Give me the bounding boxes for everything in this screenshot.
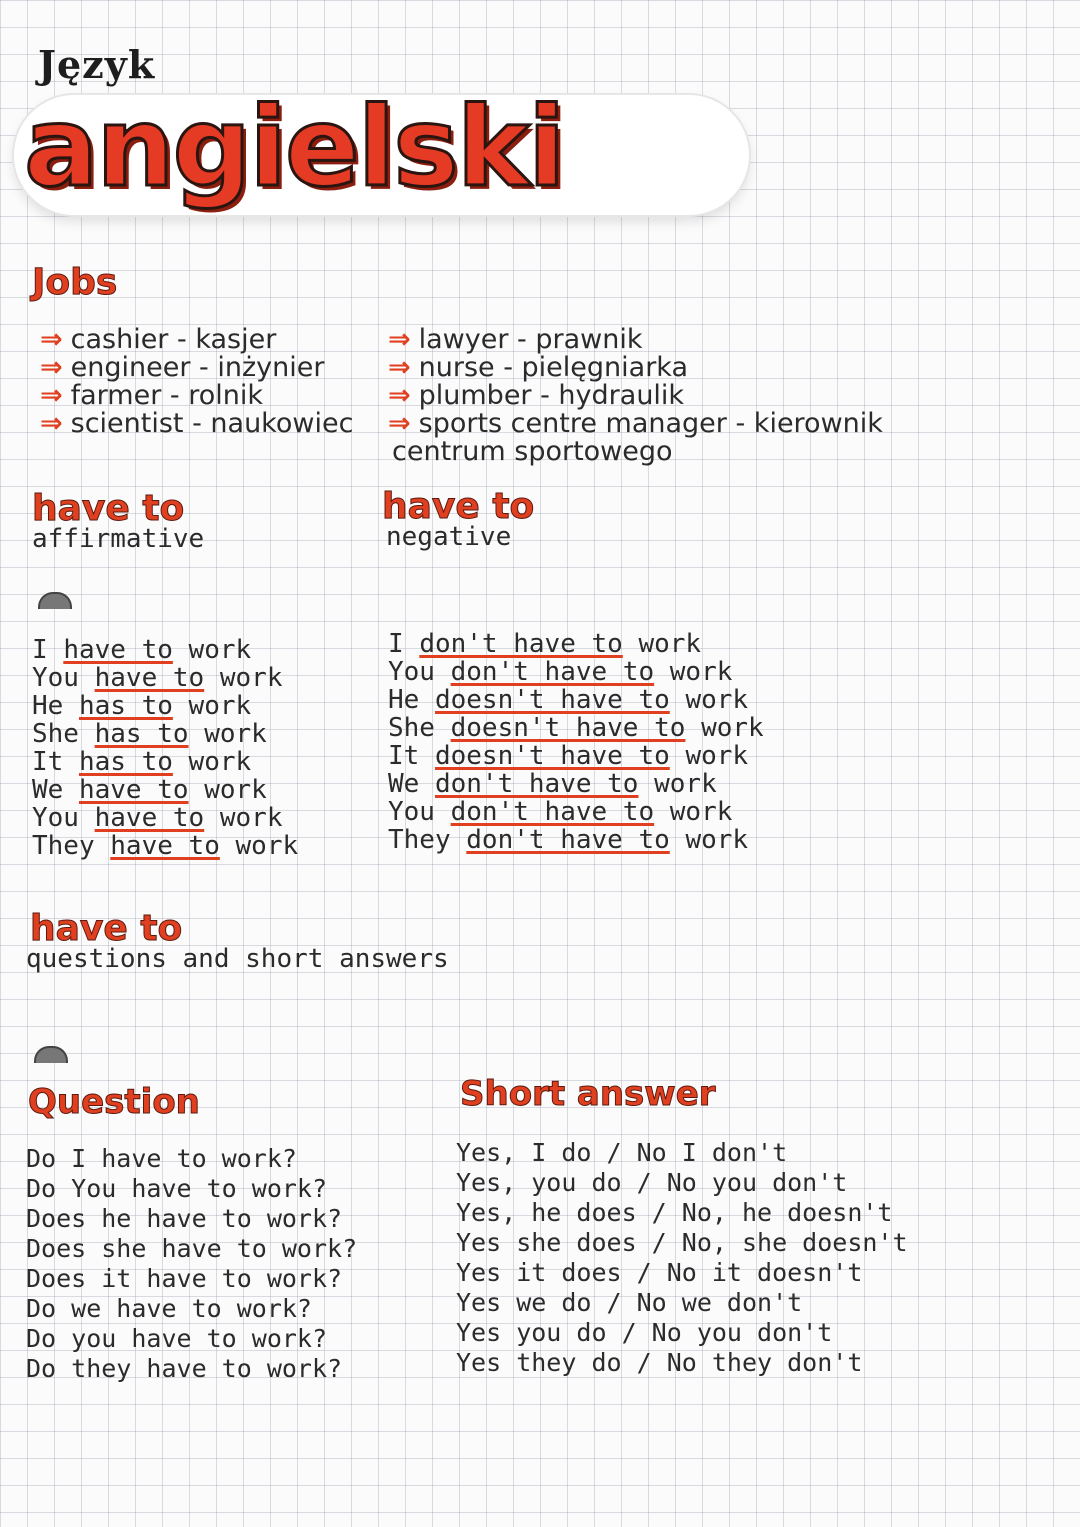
question-list [26, 1144, 357, 1384]
verb-text: work [701, 713, 764, 743]
bullet-icon [34, 1046, 68, 1063]
verb-phrase: have to [78, 775, 189, 805]
verb-text: work [685, 685, 749, 715]
conjugation-row [388, 630, 764, 658]
question-item: Does she have to work? [26, 1234, 358, 1263]
verb-text: work [654, 769, 717, 799]
subject-text: We [32, 775, 64, 805]
question-item: Do we have to work? [26, 1294, 312, 1323]
verb-phrase: have to [63, 635, 173, 665]
conjugation-row [32, 636, 298, 664]
negative-list [388, 630, 764, 854]
question-item: Do you have to work? [26, 1324, 328, 1353]
verb-phrase: don't have to [466, 825, 670, 855]
negative-heading: have to [382, 486, 535, 527]
subject-text: You [388, 797, 435, 827]
subject-text: It [388, 741, 420, 771]
verb-text: work [638, 629, 702, 659]
subject-text: They [32, 831, 95, 861]
bullet-icon [38, 592, 72, 609]
subject-text: She [32, 719, 79, 749]
subject-text: You [32, 663, 79, 693]
questions-subheading: questions and short answers [26, 944, 449, 974]
conjugation-row [32, 720, 298, 748]
list-item [388, 410, 883, 438]
conjugation-row [388, 658, 764, 686]
subject-text: I [32, 635, 48, 665]
subject-text: It [32, 747, 64, 777]
conjugation-row [32, 692, 298, 720]
subject-label: Język [38, 42, 156, 87]
answer-item: Yes they do / No they don't [456, 1348, 863, 1377]
answer-item: Yes we do / No we don't [456, 1288, 803, 1317]
verb-phrase: have to [110, 831, 220, 861]
affirmative-list [32, 636, 298, 860]
subject-text: We [388, 769, 420, 799]
affirmative-heading: have to [32, 488, 185, 529]
verb-text: work [204, 775, 267, 805]
jobs-list-right [388, 326, 883, 466]
arrow-icon: ⇒ [388, 324, 411, 355]
negative-subheading: negative [386, 522, 512, 552]
conjugation-row [32, 664, 298, 692]
list-item [40, 354, 353, 382]
verb-phrase: have to [94, 663, 205, 693]
subject-text: You [32, 803, 79, 833]
affirmative-subheading: affirmative [32, 524, 205, 554]
job-text: plumber - hydraulik [418, 380, 685, 411]
conjugation-row [388, 714, 764, 742]
question-item: Do I have to work? [26, 1144, 297, 1173]
conjugation-row [32, 776, 298, 804]
arrow-icon: ⇒ [40, 380, 63, 411]
answer-item: Yes it does / No it doesn't [456, 1258, 863, 1287]
list-item [388, 382, 883, 410]
verb-text: work [188, 691, 252, 721]
verb-phrase: doesn't have to [434, 685, 670, 715]
job-text: nurse - pielęgniarka [418, 352, 689, 383]
question-item: Do You have to work? [26, 1174, 328, 1203]
jobs-heading: Jobs [32, 262, 118, 303]
list-item [388, 354, 883, 382]
list-item-continuation [388, 438, 883, 466]
verb-phrase: have to [94, 803, 205, 833]
subject-text: She [388, 713, 435, 743]
conjugation-row [32, 748, 298, 776]
verb-text: work [685, 825, 749, 855]
conjugation-row [388, 770, 764, 798]
answer-item: Yes, he does / No, he doesn't [456, 1198, 893, 1227]
page-title: angielski [24, 83, 564, 211]
job-text: sports centre manager - kierownik [418, 408, 883, 439]
job-text: cashier - kasjer [70, 324, 277, 355]
arrow-icon: ⇒ [388, 380, 411, 411]
job-text: scientist - naukowiec [70, 408, 354, 439]
answer-item: Yes, I do / No I don't [456, 1138, 788, 1167]
arrow-icon: ⇒ [388, 408, 411, 439]
answer-column-heading: Short answer [460, 1074, 716, 1114]
arrow-icon: ⇒ [40, 324, 63, 355]
conjugation-row [388, 826, 764, 854]
verb-text: work [685, 741, 749, 771]
verb-phrase: has to [78, 747, 173, 777]
verb-phrase: don't have to [450, 797, 655, 827]
answer-item: Yes she does / No, she doesn't [456, 1228, 908, 1257]
question-item: Does he have to work? [26, 1204, 343, 1233]
jobs-list-left [40, 326, 353, 438]
answer-list [456, 1138, 908, 1378]
subject-text: You [388, 657, 435, 687]
list-item [40, 410, 353, 438]
verb-phrase: has to [78, 691, 173, 721]
verb-text: work [204, 719, 267, 749]
verb-text: work [188, 635, 252, 665]
list-item [40, 326, 353, 354]
verb-phrase: don't have to [434, 769, 639, 799]
arrow-icon: ⇒ [388, 352, 411, 383]
verb-phrase: don't have to [450, 657, 655, 687]
subject-text: They [388, 825, 451, 855]
list-item [388, 326, 883, 354]
job-text: lawyer - prawnik [418, 324, 643, 355]
verb-text: work [669, 797, 733, 827]
verb-phrase: doesn't have to [434, 741, 670, 771]
verb-text: work [188, 747, 252, 777]
job-text: centrum sportowego [392, 436, 673, 467]
verb-phrase: doesn't have to [450, 713, 686, 743]
subject-text: I [388, 629, 404, 659]
answer-item: Yes you do / No you don't [456, 1318, 833, 1347]
conjugation-row [388, 686, 764, 714]
verb-text: work [235, 831, 299, 861]
subject-text: He [388, 685, 420, 715]
conjugation-row [388, 742, 764, 770]
verb-phrase: don't have to [419, 629, 623, 659]
answer-item: Yes, you do / No you don't [456, 1168, 848, 1197]
verb-text: work [219, 803, 283, 833]
conjugation-row [32, 804, 298, 832]
job-text: engineer - inżynier [70, 352, 325, 383]
question-item: Do they have to work? [26, 1354, 343, 1383]
questions-heading: have to [30, 908, 183, 949]
list-item [40, 382, 353, 410]
subject-text: He [32, 691, 64, 721]
job-text: farmer - rolnik [70, 380, 263, 411]
verb-text: work [669, 657, 733, 687]
question-item: Does it have to work? [26, 1264, 343, 1293]
arrow-icon: ⇒ [40, 352, 63, 383]
conjugation-row [388, 798, 764, 826]
question-column-heading: Question [28, 1082, 200, 1122]
arrow-icon: ⇒ [40, 408, 63, 439]
conjugation-row [32, 832, 298, 860]
verb-text: work [219, 663, 283, 693]
verb-phrase: has to [94, 719, 189, 749]
